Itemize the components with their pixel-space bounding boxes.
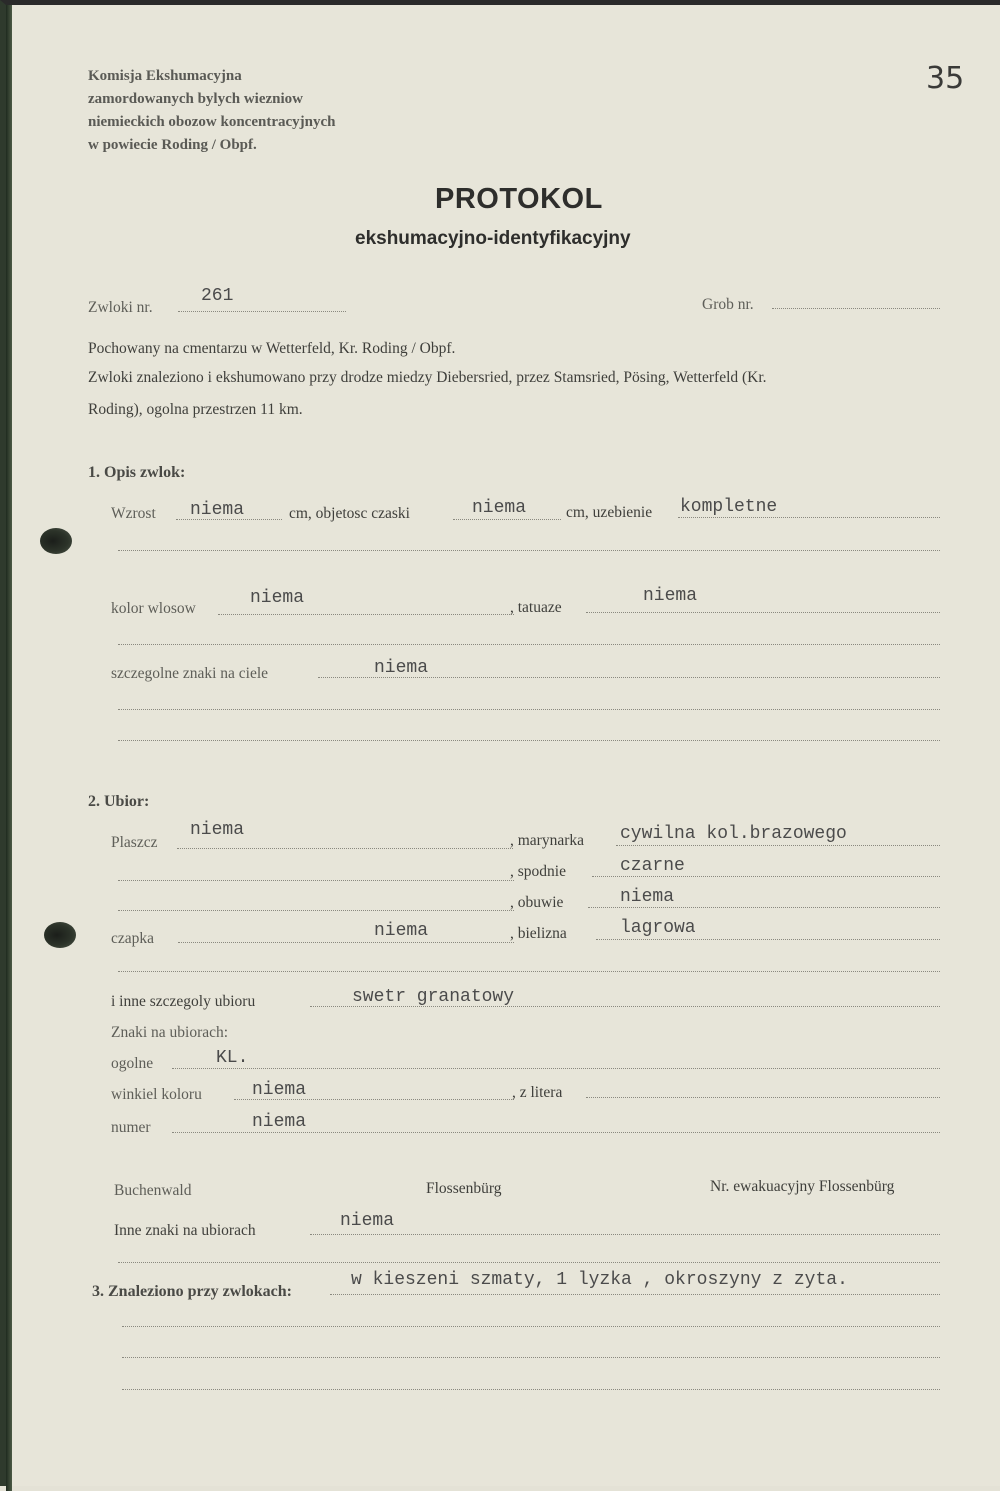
blank-line xyxy=(118,550,940,551)
coat-label: Plaszcz xyxy=(111,834,158,851)
document-subtitle: ekshumacyjno-identyfikacyjny xyxy=(355,228,631,249)
blank-line xyxy=(122,1389,940,1390)
underwear-label: , bielizna xyxy=(510,925,567,942)
letter-line xyxy=(586,1097,940,1098)
underwear-value: lagrowa xyxy=(620,918,696,938)
burial-line-2: Zwloki znaleziono i ekshumowano przy drodze miedzy Diebersried, przez Stamsried, Pösing, Wetterfeld (Kr. xyxy=(88,369,767,386)
number-label: numer xyxy=(111,1119,151,1136)
tattoo-value: niema xyxy=(643,586,698,606)
trousers-line xyxy=(592,876,940,877)
skull-value: niema xyxy=(472,498,527,518)
other-clothing-value: swetr granatowy xyxy=(352,987,515,1007)
cap-line xyxy=(178,942,514,943)
commission-header xyxy=(88,65,335,157)
section-3-number: 3. xyxy=(92,1283,104,1300)
corpse-number-line xyxy=(178,311,346,312)
jacket-label: , marynarka xyxy=(510,832,585,849)
clothing-marks-title: Znaki na ubiorach: xyxy=(111,1024,229,1041)
shoes-label: , obuwie xyxy=(510,894,564,911)
binding-edge xyxy=(6,5,12,1491)
header-line-4: w powiecie Roding / Obpf. xyxy=(88,137,257,153)
document-title: PROTOKOL xyxy=(435,183,603,215)
tattoo-label: , tatuaze xyxy=(510,599,562,616)
general-marks-line xyxy=(172,1068,940,1069)
letter-label: , z litera xyxy=(512,1084,563,1101)
blank-line xyxy=(118,644,940,645)
corpse-number-label: Zwloki nr. xyxy=(88,299,153,316)
trousers-label: , spodnie xyxy=(510,863,566,880)
teeth-label: cm, uzebienie xyxy=(566,504,653,521)
skull-line xyxy=(453,519,561,520)
number-value: niema xyxy=(252,1112,307,1132)
grave-number-label: Grob nr. xyxy=(702,296,754,313)
evacuation-number-label: Nr. ewakuacyjny Flossenbürg xyxy=(710,1178,895,1195)
hair-value: niema xyxy=(250,588,305,608)
skull-label: cm, objetosc czaski xyxy=(289,505,410,522)
general-marks-label: ogolne xyxy=(111,1055,154,1072)
tattoo-line xyxy=(586,612,940,613)
body-marks-label: szczegolne znaki na ciele xyxy=(111,665,269,682)
other-clothing-marks-line xyxy=(310,1234,940,1235)
burial-line-3: Roding), ogolna przestrzen 11 km. xyxy=(88,401,303,418)
grave-number-line xyxy=(772,308,940,309)
triangle-label: winkiel koloru xyxy=(111,1086,202,1103)
underwear-line xyxy=(596,939,940,940)
jacket-value: cywilna kol.brazowego xyxy=(620,824,847,844)
other-clothing-label: i inne szczegoly ubioru xyxy=(111,993,256,1010)
blank-line xyxy=(118,709,940,710)
header-line-3: niemieckich obozow koncentracyjnych xyxy=(88,114,336,130)
buchenwald-label: Buchenwald xyxy=(114,1182,192,1199)
hair-line xyxy=(218,614,514,615)
blank-line xyxy=(122,1357,940,1358)
blank-line xyxy=(118,1262,940,1263)
shoes-line xyxy=(588,907,940,908)
found-items-line xyxy=(330,1294,940,1295)
section-3-heading xyxy=(92,1283,292,1301)
hair-label: kolor wlosow xyxy=(111,600,196,617)
section-2-heading xyxy=(88,793,149,811)
blank-line xyxy=(122,1326,940,1327)
blank-line xyxy=(118,910,514,911)
teeth-value: kompletne xyxy=(680,497,778,517)
corpse-number-value: 261 xyxy=(201,286,234,306)
jacket-line xyxy=(616,845,940,846)
body-marks-value: niema xyxy=(374,658,429,678)
section-1-heading xyxy=(88,464,185,482)
trousers-value: czarne xyxy=(620,856,685,876)
triangle-value: niema xyxy=(252,1080,307,1100)
section-2-number: 2. xyxy=(88,793,100,810)
page-number: 35 xyxy=(926,61,965,96)
blank-line xyxy=(118,740,940,741)
section-1-number: 1. xyxy=(88,464,100,481)
coat-value: niema xyxy=(190,820,245,840)
punch-hole-bottom xyxy=(44,922,76,948)
other-clothing-marks-label: Inne znaki na ubiorach xyxy=(114,1222,256,1239)
found-items-value: w kieszeni szmaty, 1 lyzka , okroszyny z zyta. xyxy=(351,1270,848,1290)
coat-line xyxy=(177,848,513,849)
height-label: Wzrost xyxy=(111,505,156,522)
flossenburg-label: Flossenbürg xyxy=(426,1180,502,1197)
cap-value: niema xyxy=(374,921,429,941)
section-1-title: Opis zwlok: xyxy=(104,464,186,481)
cap-label: czapka xyxy=(111,930,155,947)
number-line xyxy=(172,1132,940,1133)
blank-line xyxy=(118,880,514,881)
general-marks-value: KL. xyxy=(216,1048,249,1068)
shoes-value: niema xyxy=(620,887,675,907)
blank-line xyxy=(118,971,940,972)
section-2-title: Ubior: xyxy=(104,793,150,810)
burial-line-1: Pochowany na cmentarzu w Wetterfeld, Kr. Roding / Obpf. xyxy=(88,340,456,357)
punch-hole-top xyxy=(40,528,72,554)
height-value: niema xyxy=(190,500,245,520)
other-clothing-marks-value: niema xyxy=(340,1211,395,1231)
header-line-1: Komisja Ekshumacyjna xyxy=(88,68,242,84)
header-line-2: zamordowanych bylych wiezniow xyxy=(88,91,303,107)
section-3-title: Znaleziono przy zwlokach: xyxy=(108,1283,292,1300)
teeth-line xyxy=(678,517,940,518)
